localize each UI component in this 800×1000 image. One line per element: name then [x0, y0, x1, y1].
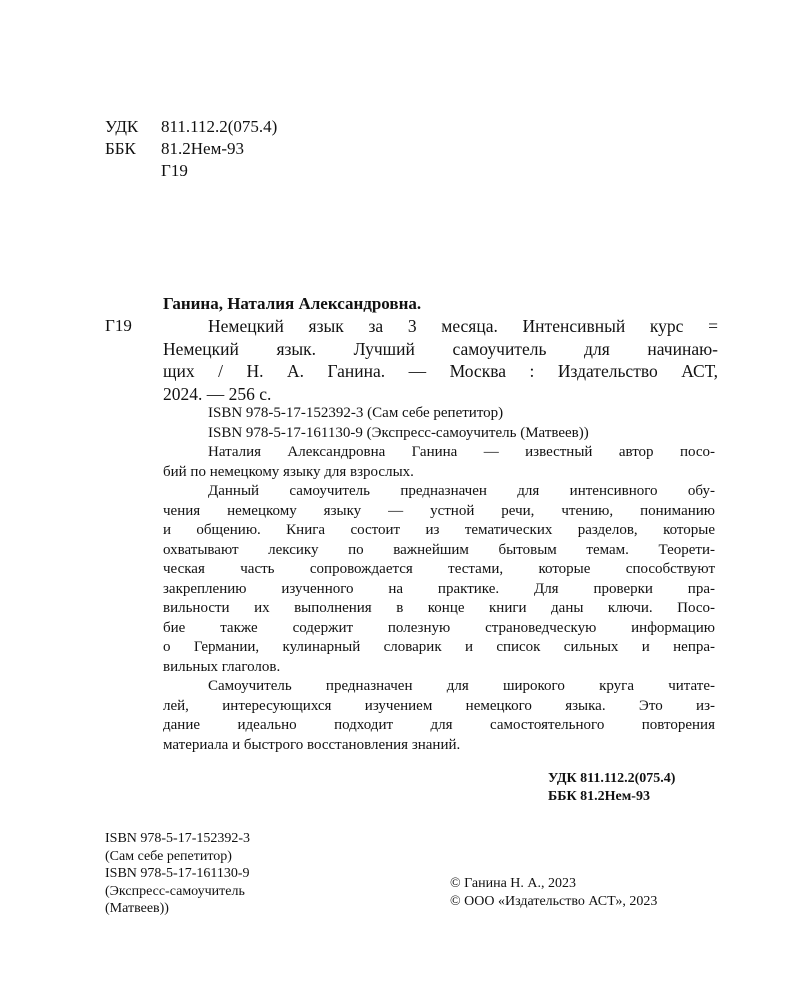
annotation	[163, 443, 715, 755]
bbk-row	[105, 138, 277, 160]
isbn-bottom-line: (Матвеев))	[105, 901, 169, 916]
title-line: 2024. — 256 с.	[163, 383, 272, 404]
copyright-line: © ООО «Издательство АСТ», 2023	[450, 893, 658, 909]
annotation-line: вильности их выполнения в конце книги даны ключи. Посо-	[163, 600, 715, 616]
title-line: Немецкий язык. Лучший самоучитель для начинаю-	[163, 338, 718, 359]
udk-row	[105, 116, 277, 138]
isbn-entry: ISBN 978-5-17-161130-9 (Экспресс-самоучитель (Матвеев))	[208, 424, 589, 441]
copyright-block	[450, 875, 657, 910]
bibliographic-description	[163, 315, 718, 405]
annotation-line: дание идеально подходит для самостоятельного повторения	[163, 717, 715, 733]
isbn-bottom-block	[105, 830, 250, 918]
bbk-label: ББК	[105, 139, 136, 158]
isbn-entry: ISBN 978-5-17-152392-3 (Сам себе репетитор)	[208, 405, 504, 421]
annotation-line: о Германии, кулинарный словарик и список сильных и непра-	[163, 639, 715, 655]
isbn-bottom-line: (Сам себе репетитор)	[105, 848, 232, 864]
annotation-line: ческая часть сопровождается тестами, которые способствуют	[163, 561, 715, 577]
udk-bottom: УДК 811.112.2(075.4)	[548, 771, 676, 786]
annotation-line: материала и быстрого восстановления знаний.	[163, 736, 461, 753]
udk-label: УДК	[105, 117, 139, 136]
udk-value: 811.112.2(075.4)	[161, 117, 278, 136]
copyright-line: © Ганина Н. А., 2023	[450, 876, 577, 891]
author-mark: Г19	[161, 161, 188, 180]
bbk-bottom: ББК 81.2Нем-93	[548, 789, 650, 804]
classification-block	[105, 116, 277, 182]
annotation-line: Самоучитель предназначен для широкого круга читате-	[208, 678, 715, 694]
annotation-line: Данный самоучитель предназначен для интенсивного обу-	[208, 483, 715, 499]
bbk-value: 81.2Нем-93	[161, 139, 244, 158]
annotation-line: чения немецкому языку — устной речи, чтению, пониманию	[163, 502, 715, 519]
annotation-line: бий по немецкому языку для взрослых.	[163, 463, 414, 480]
classification-codes-bottom	[548, 770, 675, 806]
annotation-line: бие также содержит полезную страноведческую информацию	[163, 619, 715, 636]
annotation-line: вильных глаголов.	[163, 658, 281, 675]
isbn-list	[208, 404, 589, 443]
annotation-line: охватывают лексику по важнейшим бытовым темам. Теорети-	[163, 541, 715, 558]
side-author-mark: Г19	[105, 316, 132, 335]
annotation-line: закреплению изученного на практике. Для проверки пра-	[163, 580, 715, 597]
annotation-line: и общению. Книга состоит из тематических разделов, которые	[163, 522, 715, 538]
isbn-bottom-line: (Экспресс-самоучитель	[105, 883, 245, 899]
title-line: Немецкий язык за 3 месяца. Интенсивный курс =	[208, 316, 718, 336]
annotation-line: Наталия Александровна Ганина — известный автор посо-	[208, 444, 715, 460]
author-heading: Ганина, Наталия Александровна.	[163, 294, 422, 313]
author-mark-row	[105, 160, 277, 182]
isbn-bottom-line: ISBN 978-5-17-161130-9	[105, 866, 250, 881]
isbn-bottom-line: ISBN 978-5-17-152392-3	[105, 831, 251, 846]
title-line: щих / Н. А. Ганина. — Москва : Издательство АСТ,	[163, 361, 718, 381]
annotation-line: лей, интересующихся изучением немецкого языка. Это из-	[163, 697, 715, 714]
